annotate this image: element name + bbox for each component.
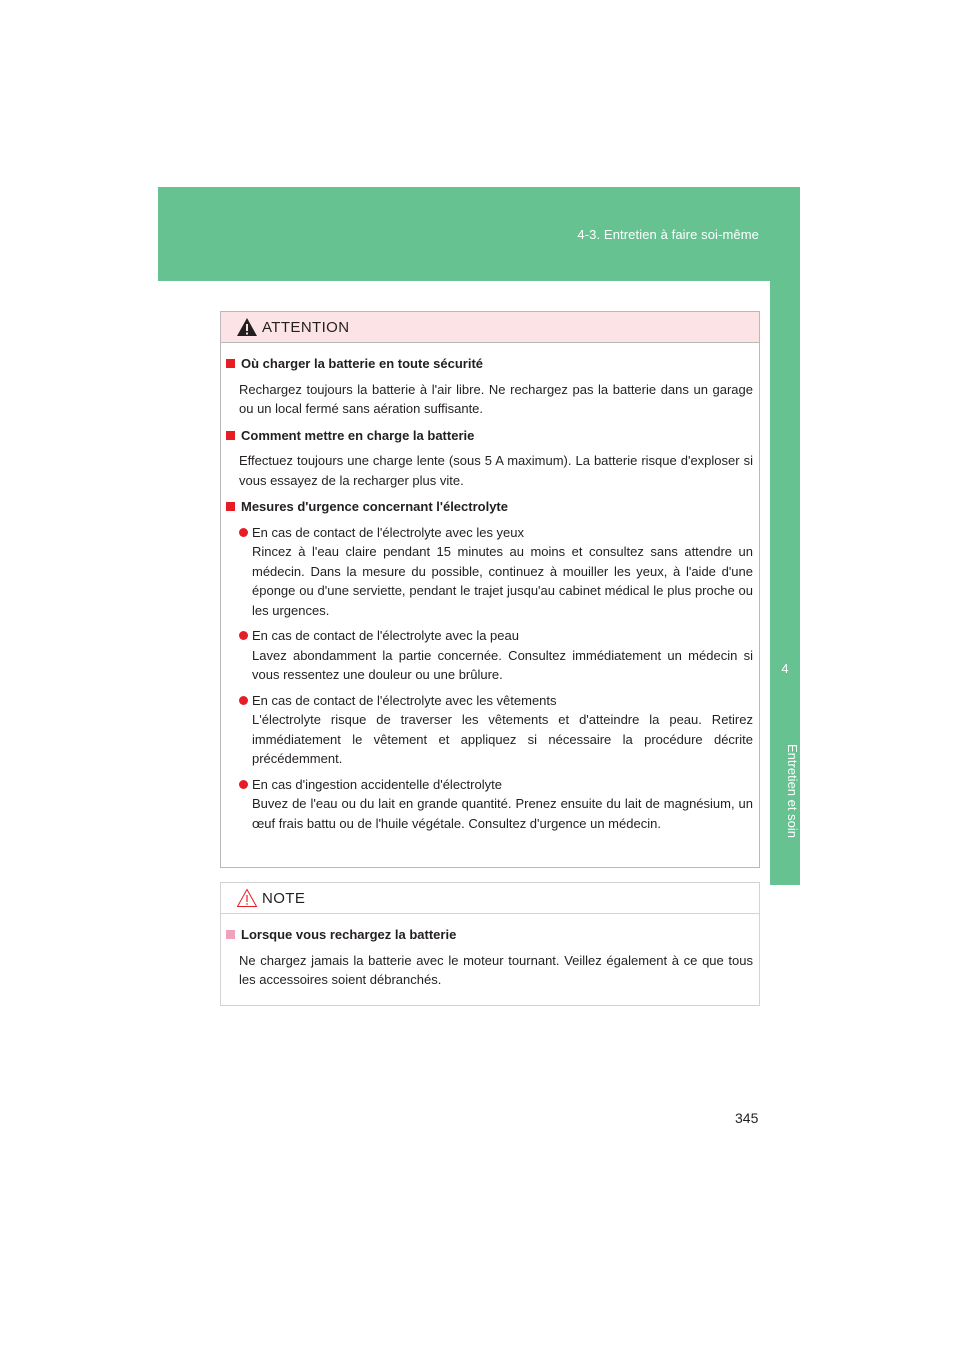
square-bullet-icon	[226, 502, 235, 511]
section-heading: Mesures d'urgence concernant l'électrolyte	[226, 497, 753, 517]
section-heading: Comment mettre en charge la batterie	[226, 426, 753, 446]
item-text: Lavez abondamment la partie concernée. Consultez immédiatement un médecin si vous ressentez une douleur ou une brûlure.	[252, 647, 753, 682]
round-bullet-icon	[239, 631, 248, 640]
item-text: L'électrolyte risque de traverser les vêtements et d'atteindre la peau. Retirez immédiatement le vêtement et appliquez si nécessaire la procédure décrite précédemment.	[252, 712, 753, 766]
square-bullet-icon	[226, 359, 235, 368]
note-text: Ne chargez jamais la batterie avec le moteur tournant. Veillez également à ce que tous les accessoires soient débranchés.	[239, 952, 753, 987]
section-text: Rechargez toujours la batterie à l'air libre. Ne rechargez pas la batterie dans un garage ou un local fermé sans aération suffisante.	[239, 381, 753, 416]
attention-section	[226, 426, 753, 491]
item-text: Rincez à l'eau claire pendant 15 minutes au moins et consultez sans attendre un médecin. Dans la mesure du possible, continuez à mouiller les yeux, à l'aide d'une éponge ou d'une serviette, pendant le trajet jusqu'au cabinet médical le plus proche ou les urgences.	[252, 544, 753, 618]
round-bullet-icon	[239, 528, 248, 537]
attention-section	[226, 354, 753, 419]
item-title: En cas d'ingestion accidentelle d'électrolyte	[252, 776, 502, 792]
header-band	[158, 187, 800, 281]
caution-triangle-icon	[236, 888, 258, 908]
attention-box	[220, 311, 760, 868]
section-title: 4-3. Entretien à faire soi-même	[577, 227, 759, 242]
item-title: En cas de contact de l'électrolyte avec les vêtements	[252, 692, 557, 708]
note-body	[221, 914, 759, 990]
square-bullet-icon	[226, 930, 235, 939]
round-bullet-icon	[239, 696, 248, 705]
attention-header	[221, 312, 759, 343]
section-heading: Où charger la batterie en toute sécurité	[226, 354, 753, 374]
note-box	[220, 882, 760, 1006]
list-item	[239, 523, 753, 621]
list-item	[239, 626, 753, 685]
note-heading: Lorsque vous rechargez la batterie	[226, 925, 753, 945]
note-header	[221, 883, 759, 914]
list-item	[239, 775, 753, 834]
note-title: NOTE	[262, 890, 306, 907]
item-title: En cas de contact de l'électrolyte avec la peau	[252, 628, 519, 643]
chapter-side-tab	[770, 281, 800, 885]
attention-section	[226, 497, 753, 833]
attention-title: ATTENTION	[262, 319, 350, 336]
warning-triangle-icon	[236, 317, 258, 337]
round-bullet-icon	[239, 780, 248, 789]
item-title: En cas de contact de l'électrolyte avec les yeux	[252, 524, 525, 540]
chapter-label: Entretien et soin	[785, 744, 800, 838]
square-bullet-icon	[226, 431, 235, 440]
list-item	[239, 691, 753, 769]
item-text: Buvez de l'eau ou du lait en grande quantité. Prenez ensuite du lait de magnésium, un œuf frais battu ou de l'huile végétale. Consultez d'urgence un médecin.	[252, 796, 753, 831]
attention-body	[221, 343, 759, 833]
section-text: Effectuez toujours une charge lente (sous 5 A maximum). La batterie risque d'exploser si vous essayez de la recharger plus vite.	[239, 453, 753, 488]
chapter-number: 4	[781, 661, 789, 676]
page-number: 345	[735, 1110, 759, 1126]
